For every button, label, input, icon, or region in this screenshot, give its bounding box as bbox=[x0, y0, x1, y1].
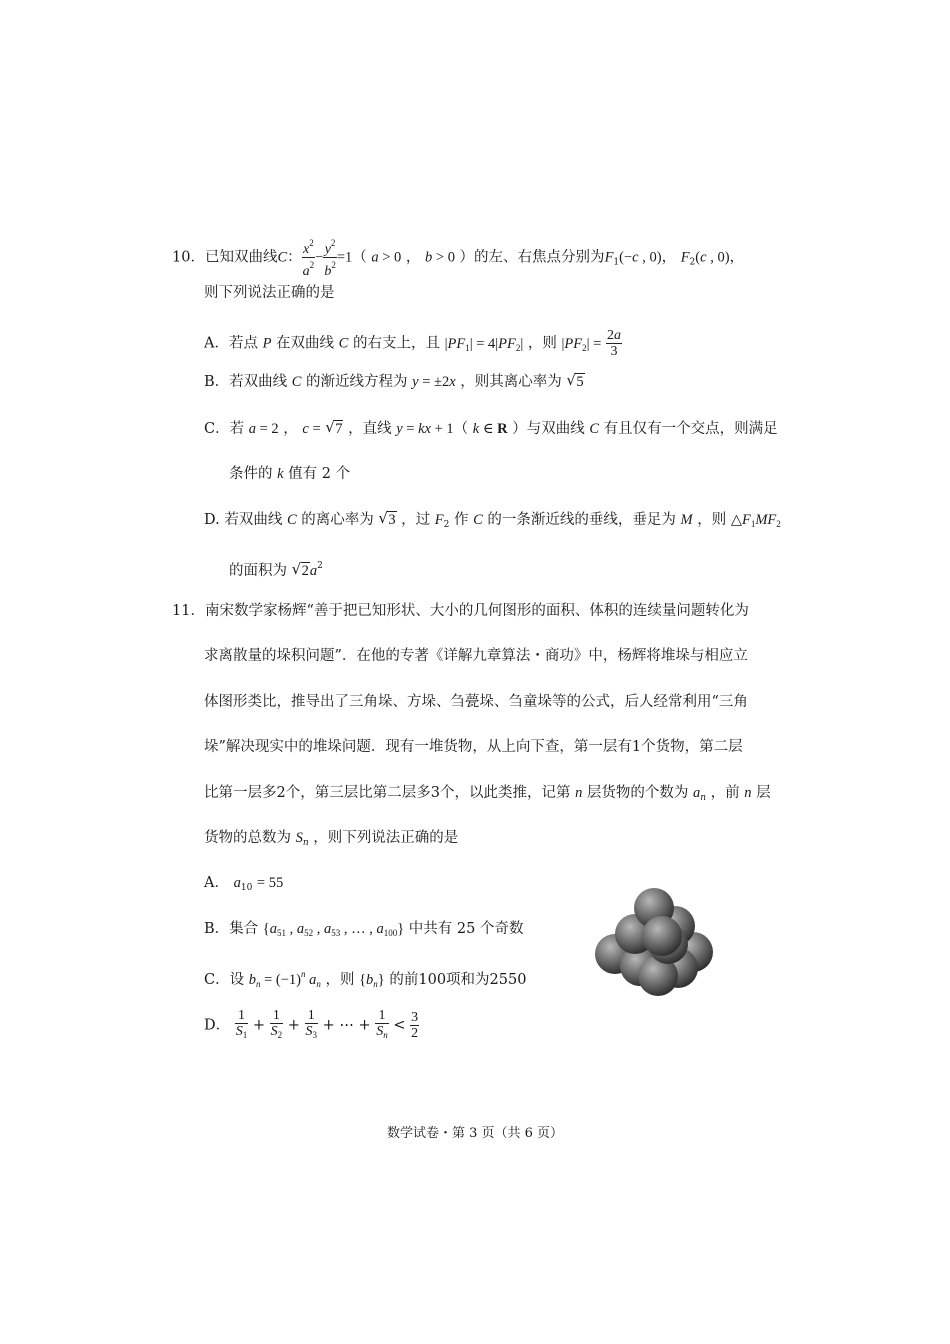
q11-stem-line1 bbox=[172, 601, 749, 621]
q11-stem-line5: 比第一层多2个，第三层比第二层多3个，以此类推，记第 n 层货物的个数为 $a_n$ ，前 n 层 bbox=[204, 785, 771, 803]
stacked-spheres-figure bbox=[590, 880, 720, 1000]
q11-stem-line2: 求离散量的垛积问题”．在他的专著《详解九章算法・商功》中，杨辉将堆垛与相应立 bbox=[204, 648, 748, 664]
q10-number: 10． bbox=[172, 249, 205, 266]
q10-option-b: B．若双曲线 C 的渐近线方程为 y = ±2x ，则其离心率为 √ 5 bbox=[204, 372, 585, 392]
q10-option-d-line2: 的面积为 √ $2a^2$ bbox=[229, 556, 323, 581]
q10-option-c-line1: C．若 a = 2 ， c = √ 7 ，直线 y = kx + 1（ k ∈ R ）与双曲线 C 有且仅有一个交点，则满足 bbox=[204, 419, 778, 439]
q11-option-b: B．集合 {$a_{51}$ , $a_{52}$ , $a_{53}$ , … , $a_{100}$} 中共有 25 个奇数 bbox=[204, 921, 524, 938]
q11-stem-line6: 货物的总数为 $S_n$ ，则下列说法正确的是 bbox=[204, 830, 459, 848]
q11-stem-line4: 垛”解决现实中的堆垛问题．现有一堆货物，从上向下查，第一层有1个货物，第二层 bbox=[204, 739, 743, 755]
q11-stem-line3: 体图形类比，推导出了三角垛、方垛、刍甍垛、刍童垛等的公式，后人经常利用“三角 bbox=[204, 694, 748, 710]
q10-stem-intro: 已知双曲线 bbox=[204, 249, 278, 266]
q10-option-a: A．若点 P 在双曲线 C 的右支上，且 $|PF_1| = 4|PF_2|$ ，则 $|PF_2|$ = $\frac{2a}{3}$ bbox=[204, 328, 621, 359]
q11-text-1: 南宋数学家杨辉“善于把已知形状、大小的几何图形的面积、体积的连续量问题转化为 bbox=[204, 603, 749, 619]
q10-stem-line1: 10．已知双曲线C： $\frac{x^2}{a^2}$ − $\frac{y^2}{b^2}$ =1（ a > 0 ， b > 0 ）的左、右焦点分别为$F_1(-c$ , 0)， $F_2(c$ , 0)， bbox=[172, 238, 745, 279]
q10-option-c-line2: 条件的 k 值有 2 个 bbox=[229, 466, 351, 482]
page-footer: 数学试卷・第 3 页（共 6 页） bbox=[386, 1126, 564, 1141]
q10-option-d-line1: D. 若双曲线 C 的离心率为 √ 3 ，过 $F_2$ 作 C 的一条渐近线的垂线，垂足为 M ，则 $\triangle F_1MF_2$ bbox=[204, 510, 781, 535]
q11-option-a: A． $a_{10} = 55$ bbox=[204, 875, 284, 893]
q11-option-c: C．设 $b_n = (-1)^n$ $a_n$ ，则 $\{b_n\}$ 的前100项和为2550 bbox=[204, 969, 527, 989]
q10-stem-line2: 则下列说法正确的是 bbox=[204, 285, 335, 301]
q11-option-d: D． $\frac{1}{S_1}$ + $\frac{1}{S_2}$ + $\frac{1}{S_3}$ + ⋯ + $\frac{1}{S_n}$ < $\frac{3}{2}$ bbox=[204, 1008, 419, 1041]
q11-number: 11． bbox=[172, 603, 205, 619]
